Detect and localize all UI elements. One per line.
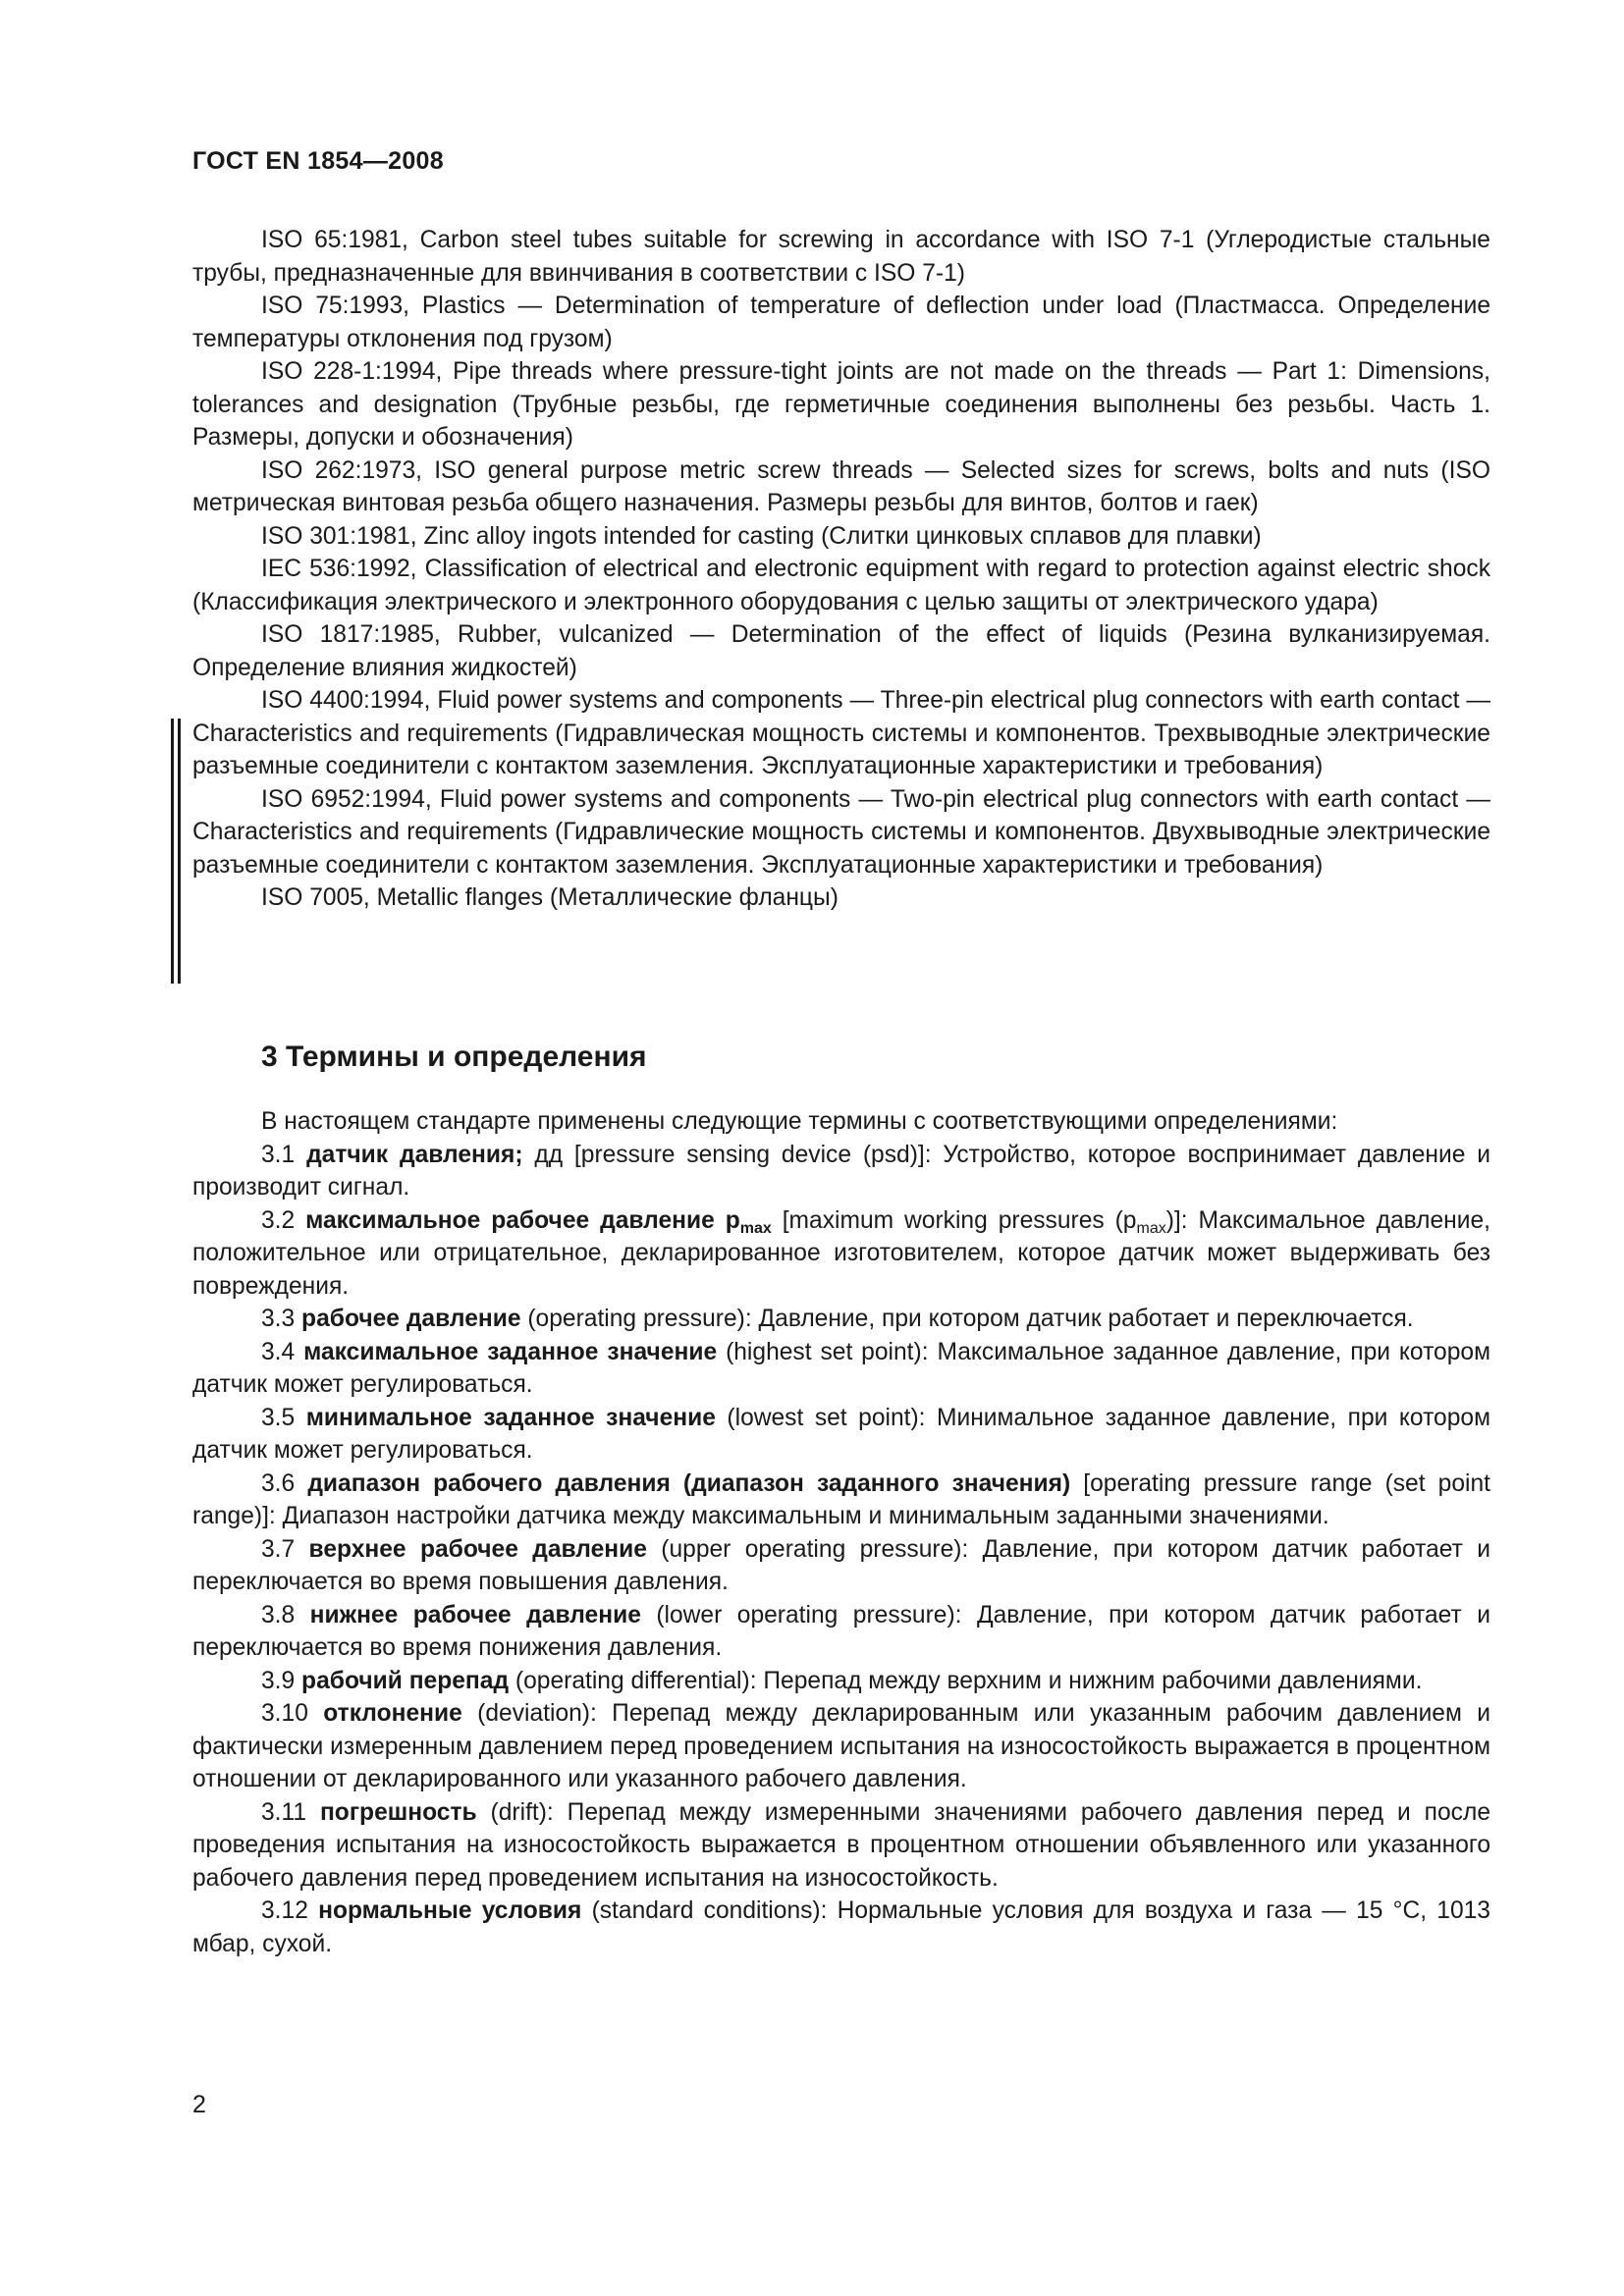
term-entry	[192, 1303, 1490, 1336]
reference-item: ISO 1817:1985, Rubber, vulcanized — Determination of the effect of liquids (Резина вулканизируемая. Определение влияния жидкостей)	[192, 621, 1490, 681]
reference-item: ISO 262:1973, ISO general purpose metric screw threads — Selected sizes for screws, bolts and nuts (ISO метрическая винтовая резьба общего назначения. Размеры резьбы для винтов, болтов и гаек)	[192, 456, 1490, 516]
term-number: 3.1	[261, 1141, 296, 1168]
term-number: 3.3	[261, 1306, 296, 1332]
term-entry	[192, 1468, 1490, 1533]
term-number: 3.11	[261, 1798, 307, 1826]
term-entry	[192, 1697, 1490, 1796]
term-entry	[192, 1204, 1490, 1304]
term-definition: [operating pressure range (set point range)]: Диапазон настройки датчика между максимальным и минимальным заданными значениями.	[192, 1469, 1490, 1529]
term-definition-prefix: [maximum working pressures (p	[771, 1206, 1137, 1234]
term-entry	[192, 1533, 1490, 1599]
document-header: ГОСТ EN 1854—2008	[192, 147, 444, 175]
term-name: датчик давления;	[306, 1141, 523, 1168]
term-name: отклонение	[323, 1700, 462, 1727]
reference-item: ISO 228-1:1994, Pipe threads where pressure-tight joints are not made on the threads — Part 1: Dimensions, tolerances and designation (Трубные резьбы, где герметичные соединения выполнены без резьбы. Часть 1. Размеры, допуски и обозначения)	[192, 358, 1490, 451]
term-definition-subscript: max	[1136, 1219, 1166, 1237]
change-bar-left	[171, 719, 174, 984]
term-definition: (lowest set point): Минимальное заданное давление, при котором датчик может регулироваться.	[192, 1404, 1490, 1464]
term-entry	[192, 1665, 1490, 1698]
term-definition: (drift): Перепад между измеренными значениями рабочего давления перед и после проведения испытания на износостойкость выражается в процентном отношении объявленного или указанного рабочего давления перед проведением испытания на износостойкость.	[192, 1798, 1490, 1892]
term-name: верхнее рабочее давление	[308, 1535, 647, 1563]
section-title: 3 Термины и определения	[261, 1041, 647, 1073]
term-entry	[192, 1796, 1490, 1896]
page-number: 2	[192, 2091, 206, 2118]
term-definition: (lower operating pressure): Давление, при котором датчик работает и переключается во время понижения давления.	[192, 1601, 1490, 1661]
term-definition: (highest set point): Максимальное заданное давление, при котором датчик может регулироваться.	[192, 1338, 1491, 1398]
term-name: диапазон рабочего давления (диапазон заданного значения)	[307, 1469, 1071, 1497]
term-number: 3.12	[261, 1897, 308, 1924]
term-number: 3.7	[261, 1535, 296, 1563]
term-name: рабочий перепад	[301, 1667, 510, 1694]
term-name-text: максимальное рабочее давление p	[305, 1206, 740, 1234]
section-intro: В настоящем стандарте применены следующие термины с соответствующими определениями:	[261, 1108, 1338, 1135]
term-number: 3.9	[261, 1667, 296, 1694]
reference-item: ISO 6952:1994, Fluid power systems and components — Two-pin electrical plug connectors with earth contact — Characteristics and requirements (Гидравлические мощность системы и компонентов. Двухвыводные электрические разъемные соединители с контактом заземления. Эксплуатационные характеристики и требования)	[192, 785, 1490, 879]
term-name-subscript: max	[739, 1219, 772, 1237]
term-number: 3.2	[261, 1206, 296, 1234]
term-entry	[192, 1895, 1490, 1960]
term-name: нормальные условия	[318, 1897, 582, 1924]
reference-item: ISO 4400:1994, Fluid power systems and components — Three-pin electrical plug connectors with earth contact — Characteristics and requirements (Гидравлическая мощность системы и компонентов. Трехвыводные электрические разъемные соединители с контактом заземления. Эксплуатационные характеристики и требования)	[192, 687, 1490, 779]
term-number: 3.6	[261, 1469, 296, 1497]
term-number: 3.5	[261, 1404, 296, 1431]
reference-item: ISO 65:1981, Carbon steel tubes suitable for screwing in accordance with ISO 7-1 (Углеродистые стальные трубы, предназначенные для ввинчивания в соответствии с ISO 7-1)	[192, 227, 1490, 287]
term-definition: )]: Максимальное давление, положительное или отрицательное, декларированное изготовителем, которое датчик может выдерживать без повреждения.	[192, 1206, 1491, 1300]
term-number: 3.10	[261, 1700, 308, 1727]
term-name: рабочее давление	[301, 1306, 521, 1332]
term-definition: (operating differential): Перепад между верхним и нижним рабочими давлениями.	[509, 1667, 1423, 1694]
term-entry	[192, 1336, 1490, 1402]
term-name: минимальное заданное значение	[305, 1404, 716, 1431]
normative-references	[192, 224, 1490, 915]
term-name: максимальное заданное значение	[303, 1338, 718, 1365]
term-definition: (standard conditions): Нормальные условия для воздуха и газа — 15 °C, 1013 мбар, сухой.	[192, 1897, 1490, 1957]
term-name: погрешность	[319, 1798, 477, 1826]
term-entry	[192, 1402, 1490, 1468]
term-definition: (operating pressure): Давление, при котором датчик работает и переключается.	[520, 1306, 1414, 1332]
term-name	[305, 1206, 772, 1237]
change-bar-right	[178, 719, 181, 984]
term-entry	[192, 1599, 1490, 1665]
term-definition: дд [pressure sensing device (psd)]: Устройство, которое воспринимает давление и производит сигнал.	[192, 1141, 1490, 1201]
reference-item: IEC 536:1992, Classification of electrical and electronic equipment with regard to protection against electric shock (Классификация электрического и электронного оборудования с целью защиты от электрического удара)	[192, 556, 1490, 615]
term-number: 3.8	[261, 1601, 296, 1629]
reference-item: ISO 301:1981, Zinc alloy ingots intended for casting (Слитки цинковых сплавов для плавки)	[261, 522, 1262, 550]
term-entry	[192, 1139, 1490, 1204]
term-definition: (upper operating pressure): Давление, при котором датчик работает и переключается во время повышения давления.	[192, 1535, 1490, 1595]
reference-item: ISO 7005, Metallic flanges (Металлические фланцы)	[261, 884, 839, 911]
term-number: 3.4	[261, 1338, 296, 1365]
terms-list	[192, 1105, 1490, 1960]
reference-item: ISO 75:1993, Plastics — Determination of temperature of deflection under load (Пластмасса. Определение температуры отклонения под грузом)	[192, 293, 1490, 352]
term-name: нижнее рабочее давление	[309, 1601, 641, 1629]
term-definition: (deviation): Перепад между декларированным или указанным рабочим давлением и фактически измеренным давлением перед проведением испытания на износостойкость выражается в процентном отношении от декларированного или указанного рабочего давления.	[192, 1700, 1490, 1792]
